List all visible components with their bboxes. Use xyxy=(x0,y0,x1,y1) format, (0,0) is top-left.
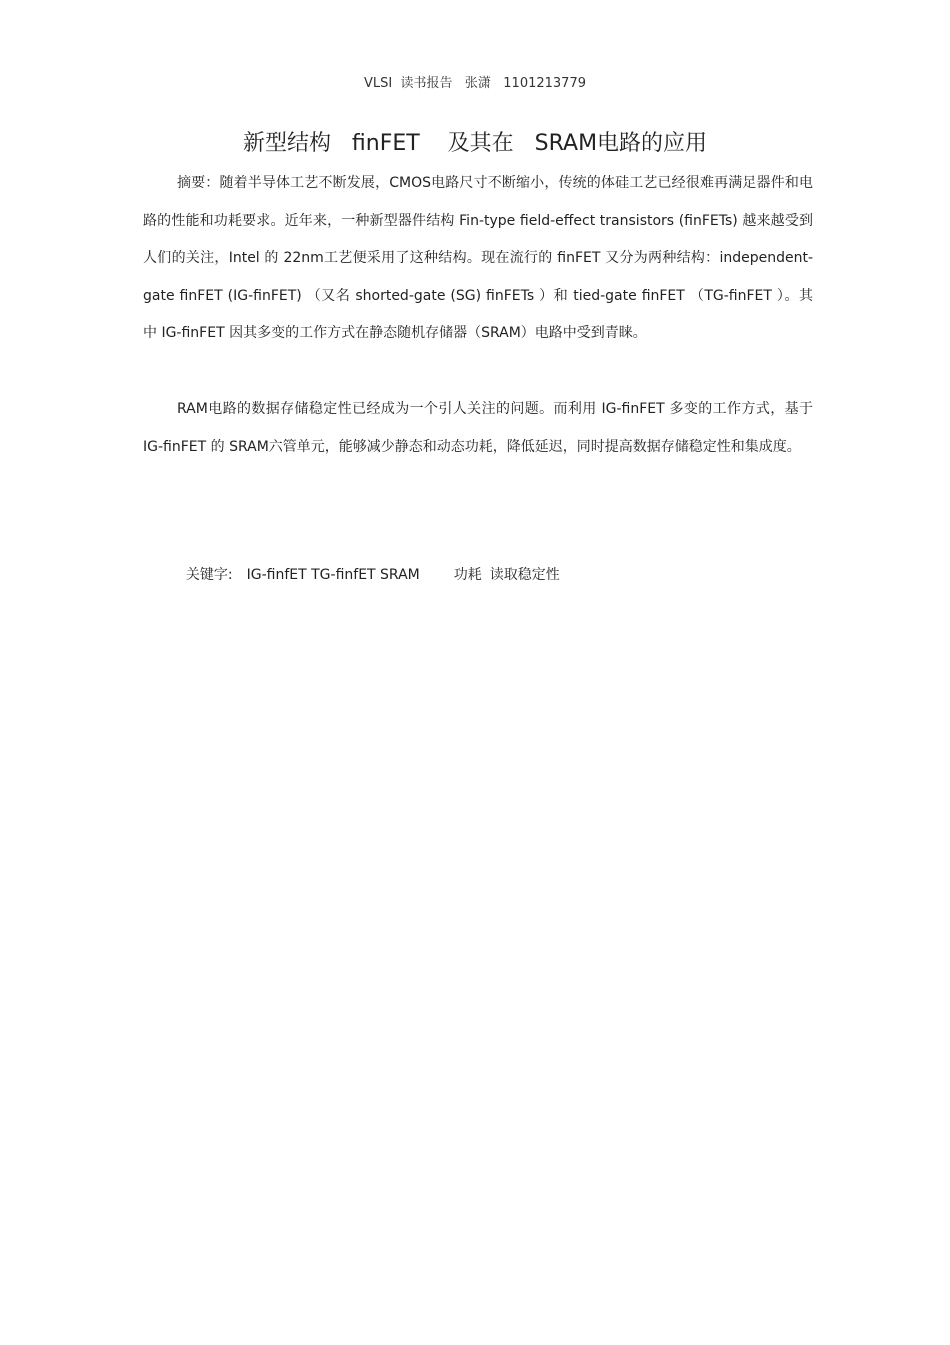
keyword-item: 功耗 xyxy=(453,567,482,583)
keywords-line xyxy=(177,548,568,584)
abstract-paragraph: 摘要：随着半导体工艺不断发展，CMOS电路尺寸不断缩小，传统的体硅工艺已经很难再满足器件和电路的性能和功耗要求。近年来，一种新型器件结构 Fin-type field-effect transistors (finFETs) 越来越受到人们的关注，Intel 的 22nm工艺便采用了这种结构。现在流行的 finFET 又分为两种结构：independent-gate finFET (IG-finFET) （又名 shorted-gate (SG) finFETs ）和 tied-gate finFET （TG-finFET ）。其中 IG-finFET 因其多变的工作方式在静态随机存储器（SRAM）电路中受到青睐。 xyxy=(143,175,813,341)
body-paragraph: RAM电路的数据存储稳定性已经成为一个引人关注的问题。而利用 IG-finFET 多变的工作方式，基于 IG-finFET 的 SRAM六管单元，能够减少静态和动态功耗，降低延迟，同时提高数据存储稳定性和集成度。 xyxy=(143,401,813,455)
keywords-label: 关键字: xyxy=(185,567,233,583)
report-header: VLSI 读书报告 张潇 1101213779 xyxy=(364,76,586,91)
keyword-item: 读取稳定性 xyxy=(489,567,560,583)
page-title: 新型结构 finFET 及其在 SRAM电路的应用 xyxy=(242,131,708,156)
keywords-english: IG-finfET TG-finfET SRAM xyxy=(246,567,420,583)
